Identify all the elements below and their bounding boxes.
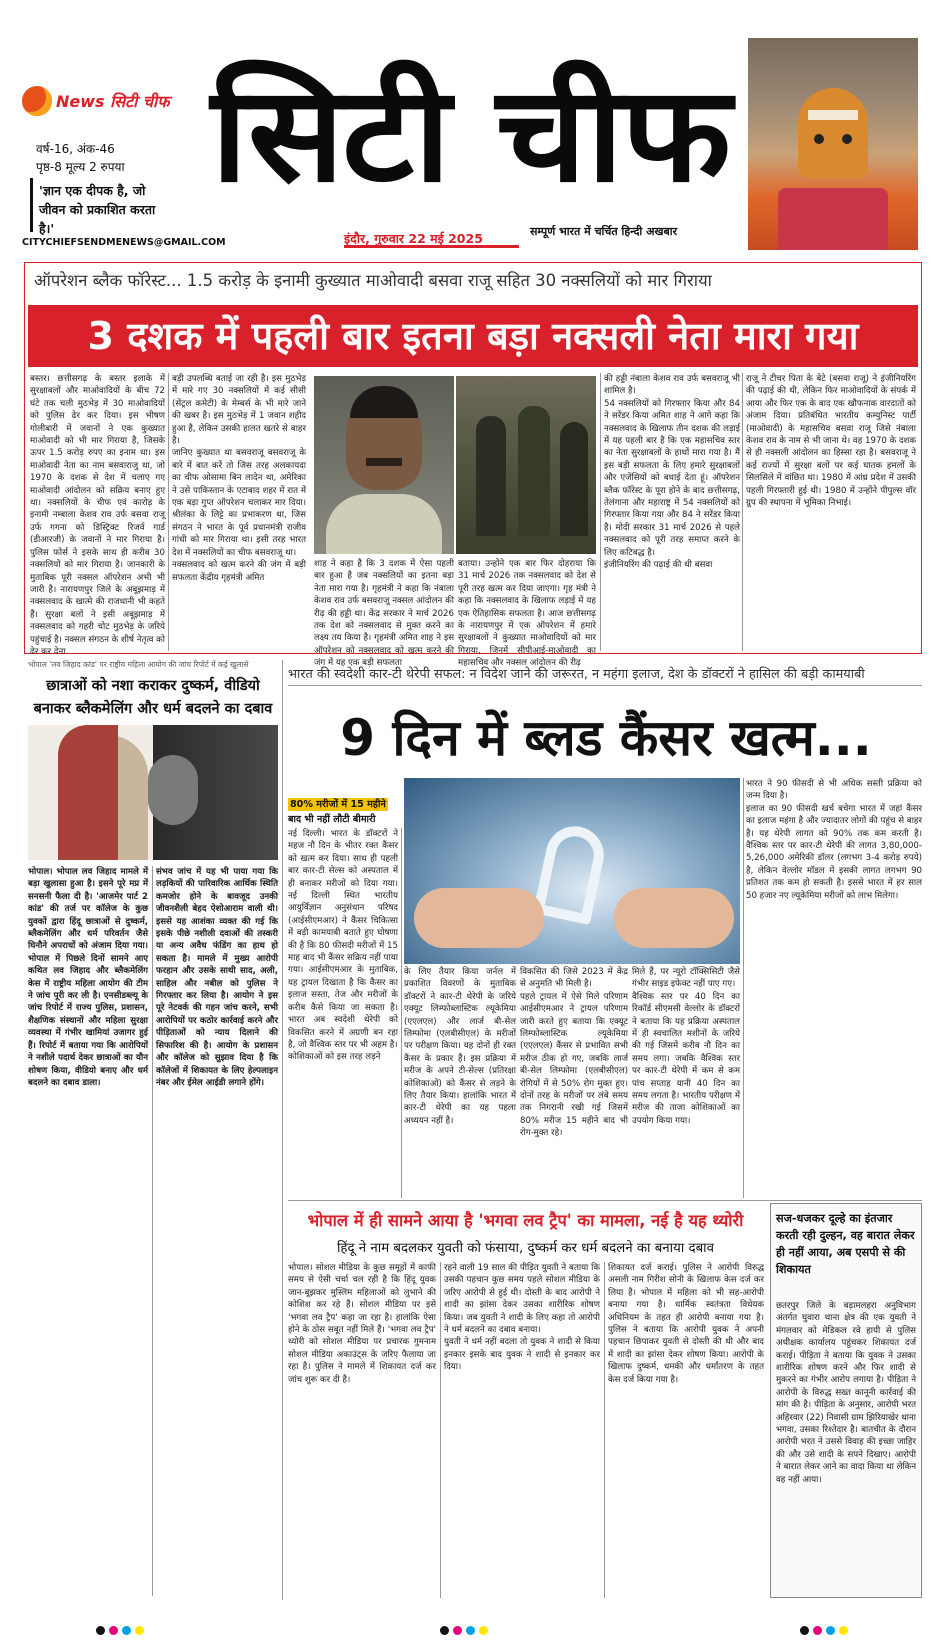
logo-circle-icon [22,86,52,116]
side-col-2: संभव जांच में यह भी पाया गया कि लड़कियों की पारिवारिक आर्थिक स्थिति कमजोर होने के बावजूद उनकी जीवनशैली बेहद ऐशोआराम वाली थी। इससे यह आशंका व्यक्त की गई कि इसके पीछे नशीली दवाओं की तस्करी या अन्य अवैध फंडिंग का हाथ हो सकता है। मामले में मुख्य आरोपी फरहान और उसके साथी साद, अली, साहिल और नबील को पुलिस ने गिरफ्तार कर लिया है। आयोग ने इस पूरे नेटवर्क की गहन जांच करने, सभी आरोपियों पर कठोर कार्रवाई करने और पीड़िताओं को न्याय दिलाने की सिफारिश की है। आयोग के प्रशासन और कॉलेज को सुझाव दिया है कि कॉलेजों में शिकायत के लिए हेल्पलाइन नंबर और ईमेल आईडी लगाने होंगे। [156,867,278,1088]
lead-col-4: बताया। उन्होंने एक बार फिर दोहराया कि 31 मार्च 2026 तक नक्सलवाद को देश से पूरी तरह खत्म कर दिया जाएगा। गृह मंत्री ने कहा कि नक्सलवाद के खिलाफ लड़ाई में यह एक ऐतिहासिक सफलता है। आज छत्तीसगढ़ के नारायणपुर में एक ऑपरेशन में हमारे सुरक्षाबलों ने कुख्यात माओवादियों को मार गिराया, जिनमें सीपीआई-माओवादी का महासचिव और नक्सल आंदोलन की रीढ़ [458,559,596,669]
feature-headline: 9 दिन में ब्लड कैंसर खत्म... [340,709,872,767]
feature-photo-hands [404,778,740,964]
lead-col-1: बस्तर। छत्तीसगढ़ के बस्तर इलाके में सुरक्षाबलों और माओवादियों के बीच 72 घंटे तक चली मुठभेड़ में 30 माओवादियों को पुलिस ढेर कर दिया। इस भीषण गोलीबारी में जवानों ने एक कुख्यात माओवादी को भी मार गिराया है, जिसके ऊपर 1.5 करोड़ रुपए का इनाम था। इस माओवादी नेता का नाम बसवाराजु था, जो 1970 के दशक से देश में चलाए गए माओवादी आंदोलन को सक्रिय बनाए हुए था। नक्सलियों के चीफ एवं कारोड़ के इनामी नम्बाला केशव राव उर्फ बसवा राजू उर्फ गगना को डिस्ट्रिक्ट रिजर्व गार्ड (डीआरजी) के जवानों ने मार गिराया है। पुलिस फोर्स ने इसके साथ ही करीब 30 नक्सलियों को मार गिराया है। जानकारी के मुताबिक पूरी नक्सल ऑपरेशन अभी भी जारी है। नारायणपुर जिले के अबूझमाड़ में नक्सलवाद के खात्मे की राजधानी भी कहते हैं। सुरक्षा बलों ने इसी अबूझमाड़ में नक्सलवाद को गहरी चोट मुठभेड़ के जरिये पहुंचाई है। नक्सल संगठन के शीर्ष नेतृत्व को ढेर कर देना [30,374,165,657]
lead-col-5: की हड्डी नंबाला केशव राव उर्फ बसवराजू भी शामिल है। 54 नक्सलियों को गिरफ्तार किया और 84 ने सरेंडर किया अमित शाह ने आगे कहा कि नक्सलवाद के खिलाफ तीन दशक की लड़ाई में यह पहली बार है कि एक महासचिव स्तर का नेता सुरक्षाबलों के हाथों मारा गया है। मैं इस बड़ी सफलता के लिए हमारे सुरक्षाबलों और एजेंसियों को बधाई देता हूं। ऑपरेशन ब्लैक फॉरेस्ट के पूरा होने के बाद छत्तीसगढ़, तेलंगाना और महाराष्ट्र में 54 नक्सलियों को गिरफ्तार किया गया और 84 ने सरेंडर किया है। मोदी सरकार 31 मार्च 2026 से पहले नक्सलवाद को पूरी तरह समाप्त करने के लिए कटिबद्ध है। इंजीनियरिंग की पढ़ाई की थी बसवा [604,374,740,571]
side-headline: छात्राओं को नशा कराकर दुष्कर्म, वीडियो बनाकर ब्लैकमेलिंग और धर्म बदलने का दबाव [33,678,273,717]
quote-text: 'ज्ञान एक दीपक है, जो जीवन को प्रकाशित करता है।' [39,183,156,236]
feature-col-5: भारत ने 90 फीसदी से भी अधिक सस्ती प्रक्रिया को जन्म दिया है। इलाज का 90 फीसदी खर्च बचेगा भारत में जहां कैंसर का इलाज महंगा है और ज्यादातर लोगों की पहुंच से बाहर है। यह थेरेपी लागत को 90% तक कम करती है। वैश्विक स्तर पर कार-टी थेरेपी की लागत 3,80,000-5,26,000 अमेरिकी डॉलर (लगभग 3-4 करोड़ रुपये) है, लेकिन वेल्लोर मॉडल में इसकी लागत लगभग 90 प्रतिशत तक कम हो सकती है। इससे भारत में हर साल 50 हजार नए ल्यूकेमिया मरीजों को लाभ मिलेगा। [746,779,922,901]
price-info: पृष्ठ-8 मूल्य 2 रुपया [36,160,125,174]
lead-col-6: राजू ने टीचर पिता के बेटे (बसवा राजू) ने इंजीनियरिंग की पढ़ाई की थी, लेकिन फिर माओवादियों के संपर्क में आया और फिर एक के बाद एक खौफनाक वारदातों को अंजाम दिया। प्रतिबंधित भारतीय कम्युनिस्ट पार्टी (माओवादी) के महासचिव बसवा राजू जिसे नंबाला केशव राव के नाम से भी जाना थे। वह 1970 के दशक से ही नक्सली आंदोलन का हिस्सा रहा है। बसवराजू ने कई राज्यों में सुरक्षा बलों पर कई घातक हमलों के सिलसिले में वांछित था। 1980 में आंध्र प्रदेश में उसकी पहली गिरफ्तारी हुई थी। 1980 में उन्होंने पीपुल्स वॉर ग्रुप की स्थापना में भूमिका निभाई। [746,374,916,509]
registration-dots-left [96,1620,148,1639]
tagline: सम्पूर्ण भारत में चर्चित हिन्दी अखबार [530,225,678,238]
feature-col-1: नई दिल्ली। भारत के डॉक्टरों ने महज नौ दिन के भीतर रक्त कैंसर को खत्म कर दिया। साथ ही पहली बार कार-टी सेल्स को अस्पताल में ही बनाकर मरीजों को दिया गया। नई दिल्ली स्थित भारतीय आयुर्विज्ञान अनुसंधान परिषद (आईसीएमआर) ने कैंसर चिकित्सा में बड़ी कामयाबी बताते हुए घोषणा की है कि 80 फीसदी मरीजों में 15 माह बाद भी कैंसर सक्रिय नहीं पाया गया। आईसीएमआर के मुताबिक, यह ट्रायल दिखाता है कि कैंसर का इलाज सस्ता, तेज और मरीजों के करीब कैसे किया जा सकता है। भारत अब स्वदेशी थेरेपी को विकसित करने में अग्रणी बन रहा है, जो वैश्विक स्तर पर भी अहम है। कोशिकाओं को इस तरह लड़ने [288,829,398,1063]
bottom-headline: भोपाल में ही सामने आया है 'भगवा लव ट्रैप' का मामला, नई है यह थ्योरी [307,1211,744,1230]
bottom-col-3: शिकायत दर्ज कराई। पुलिस ने आरोपी विरुद्ध असली नाम गिरीश सोनी के खिलाफ केस दर्ज कर लिया है। भोपाल में महिला को भी सह-आरोपी बनाया गया है। धार्मिक स्वतंत्रता विधेयक अधिनियम के तहत ही आरोपी बनाया गया है। पुलिस ने बताया कि आरोपी युवक ने अपनी पहचान छिपाकर युवती से दोस्ती की थी और बाद में शादी का झांसा देकर शोषण किया। आरोपी के खिलाफ दुष्कर्म, धमकी और धर्मांतरण के तहत केस दर्ज किया गया है। [608,1263,764,1385]
email: CITYCHIEFSENDMENEWS@GMAIL.COM [22,237,226,248]
side-kicker: भोपाल 'लव जिहाद कांड' पर राष्ट्रीय महिला आयोग की जांच रिपोर्ट में कई खुलासे [28,660,249,669]
dateline [344,228,519,248]
dateline-text: इंदौर, गुरुवार 22 मई 2025 [344,231,483,246]
feature-sub-tag-highlight: 80% मरीजों में 15 महीने [290,799,386,810]
lead-headline: 3 दशक में पहली बार इतना बड़ा नक्सली नेता मारा गया [87,314,859,358]
lead-col-3: शाह ने कहा है कि 3 दशक में ऐसा पहली बार हुआ है जब नक्सलियों का इतना बड़ा नेता मारा गया है। गृहमंत्री ने कहा कि नंबाला केशव राव उर्फ बसवराजू नक्सल आंदोलन की रीढ़ की हड्डी था। केंद्र सरकार ने मार्च 2026 तक देश को नक्सलवाद से मुक्त करने का लक्ष्य तय किया है। गृहमंत्री अमित शाह ने इस ऑपरेशन को नक्सलवाद को खत्म करने की जंग में यह एक बड़ी सफलता [314,559,454,669]
registration-dots-center [440,1620,492,1639]
logo [22,86,170,116]
feature-col-2: के लिए तैयार किया जर्नल में प्रकाशित विवरणों के मुताबिक डॉक्टरों ने कार-टी थेरेपी के जरिये एक्यूट लिम्फोब्लास्टिक ल्यूकेमिया (एएलएल) और लार्ज बी-सेल लिम्फोमा (एलबीसीएल) के मरीजों पर परीक्षण किया। यह दोनों ही रक्त कैंसर के प्रकार हैं। इस प्रक्रिया में मरीज के अपने टी-सेल्स (प्रतिरक्षा कोशिकाओं) को कैंसर से लड़ने के लिए तैयार किया। हालांकि भारत में कार-टी थेरेपी का यह पहला अध्ययन नहीं है। [404,967,516,1126]
lead-col-2: बड़ी उपलब्धि बताई जा रही है। इस मुठभेड़ में मारे गए 30 नक्सलियों में कई सीसी (सेंट्रल कमेटी) के मेम्बर्स के भी मारे जाने की खबर है। इस मुठभेड़ में 1 जवान शहीद हुआ है, लेकिन उसकी हालत खतरे से बाहर है। जानिए कुख्यात था बसवराजू बसवराजू के बारे में बात करें तो जिस तरह अलकायदा का चीफ ओसामा बिन लादेन था, अमेरिका ने उसे पाकिस्तान के एटाबाद शहर में रात में एक बड़ा गुप्त ऑपरेशन चलाकर मार दिया। श्रीलंका के लिट्टे का प्रभाकरण था, जिस संगठन ने भारत के पूर्व प्रधानमंत्री राजीव गांधी को मार गिराया था। इसी तरह भारत देश में नक्सलियों का चीफ बसवराजू था। नक्सलवाद को खत्म करने की जंग में बड़ी सफलता केंद्रीय गृहमंत्री अमित [172,374,306,583]
lead-kicker: ऑपरेशन ब्लैक फॉरेस्ट... 1.5 करोड़ के इनामी कुख्यात माओवादी बसवा राजू सहित 30 नक्सलियों को मार गिराया [34,271,712,290]
feature-col-4: मिले हैं, पर न्यूरो टॉक्सिसिटी जैसे गंभीर साइड इफेक्ट नहीं पाए गए। वैश्विक स्तर पर 40 दिन का रिकॉर्ड सीएमसी वेल्लोर के डॉक्टरों ने बताया कि यह प्रक्रिया अस्पताल में ही स्वचालित मशीनों के जरिये की गई जिसमें करीब नौ दिन का समय लगा। जबकि वैश्विक स्तर पर कार-टी थेरेपी में कम से कम पांच सप्ताह यानी 40 दिन का समय लगता है। भारतीय परीक्षण में मरीज की ताजा कोशिकाओं का उपयोग किया गया। [632,967,740,1126]
feature-col-3: विकसित की जिसे 2023 में केंद्र से अनुमति भी मिली है। पहले ट्रायल में ऐसे मिले परिणाम आईसीएमआर ने ट्रायल परिणाम जारी करते हुए बताया कि एक्यूट लिम्फोब्लास्टिक ल्यूकेमिया (एएलएल) कैंसर से प्रभावित सभी मरीज ठीक हो गए, जबकि लार्ज बी-सेल लिम्फोमा (एलबीसीएल) रोगियों में से 50% रोग मुक्त हुए। दोनों तरह के मरीजों पर लंबे समय तक निगरानी रखी गई जिसमें 80% मरीज 15 महीने बाद भी रोग-मुक्त रहे। [520,967,628,1139]
quote-box [30,178,180,236]
feature-kicker: भारत की स्वदेशी कार-टी थेरेपी सफल: न विदेश जाने की जरूरत, न महंगा इलाज, देश के डॉक्टरों ने हासिल की बड़ी कामयाबी [288,667,865,682]
short-body: छतरपुर जिले के बड़ामलहरा अनुविभाग अंतर्गत घुवारा थाना क्षेत्र की एक युवती ने मंगलवार को मेडिकल रवे हायी से पुलिस अधीक्षक कार्यालय पहुंचकर शिकायत दर्ज कराई। पीड़िता ने बताया कि युवक ने उसका शारीरिक शोषण करने और फिर शादी से मुकरने का गंभीर आरोप लगाया है। पीड़िता ने आरोपी के विरुद्ध सख्त कानूनी कार्रवाई की मांग की है। पीड़िता के अनुसार, आरोपी भरत अहिरवार (22) निवासी ग्राम झिरियाखेर थाना भगवा, उसका रिश्तेदार है। बातचीत के दौरान आरोपी भरत ने उससे विवाह की इच्छा जाहिर की और उसे शादी के सपने दिखाए। आरोपी ने बारात लेकर आने का वादा किया था लेकिन वह नहीं आया। [776,1301,916,1485]
feature-sub-rest: बाद भी नहीं लौटी बीमारी [288,814,376,825]
lead-photo-portrait [314,376,454,554]
short-headline: सज-धजकर दूल्हे का इंतजार करती रही दुल्हन, वह बारात लेकर ही नहीं आया, अब एसपी से की शिकायत [776,1212,915,1276]
bottom-col-1: भोपाल। सोशल मीडिया के कुछ समूहों में काफी समय से ऐसी चर्चा चल रही है कि हिंदू युवक जान-बूझकर मुस्लिम महिलाओं को लुभाने की कोशिश कर रहे हैं। सोशल मीडिया पर इसे 'भगवा लव ट्रैप' कहा जा रहा है। हालांकि ऐसा होने के ठोस सबूत नहीं मिले हैं। 'भगवा लव ट्रैप' थ्योरी को सोशल मीडिया पर प्रचारक गुमनाम सोशल मीडिया अकाउंट्स के जरिए फैलाया जा रहा है। पुलिस ने मामले में शिकायत दर्ज कर जांच शुरू कर दी है। [288,1263,436,1385]
logo-text: News सिटी चीफ [56,92,170,111]
side-col-1: भोपाल। भोपाल लव जिहाद मामले में बड़ा खुलासा हुआ है। इसने पूरे मप्र में सनसनी फैला दी है। 'आजमेर पार्ट 2 कांड' की तर्ज पर कॉलेज के कुछ युवकों द्वारा हिंदू छात्राओं से दुष्कर्म, ब्लैकमेलिंग और धर्म परिवर्तन जैसे घिनौने अपराधों को अंजाम दिया गया। भोपाल में पिछले दिनों सामने आए कथित लव जिहाद और ब्लैकमेलिंग केस में राष्ट्रीय महिला आयोग की टीम ने जांच पूरी कर ली है। एनसीडब्ल्यू के जांच रिपोर्ट में राज्य पुलिस, प्रशासन, शैक्षणिक संस्थानों और महिला सुरक्षा व्यवस्था में गंभीर खामियां उजागर हुई हैं। रिपोर्ट में बताया गया कि आरोपियों ने नशीले पदार्थ देकर छात्राओं का यौन शोषण किया, वीडियो बनाए और धर्म बदलने का दबाव डाला। [28,867,148,1088]
volume-info: वर्ष-16, अंक-46 [36,142,115,156]
deity-photo [748,38,918,250]
masthead [0,0,945,265]
bottom-col-2: रहने वाली 19 साल की पीड़ित युवती ने बताया कि उसकी पहचान कुछ समय पहले सोशल मीडिया के जरिए आरोपी से हुई थी। दोस्ती के बाद आरोपी ने शादी का झांसा देकर उसका शारीरिक शोषण किया। जब युवती ने शादी के लिए कहा तो आरोपी ने धर्म बदलने का दबाव बनाया। युवती ने धर्म नहीं बदला तो युवक ने शादी से किया इनकार इसके बाद युवक ने शादी से इनकार कर दिया। [444,1263,600,1373]
lead-headline-bar [28,305,918,367]
masthead-title: सिटी चीफ [210,58,730,212]
side-photo [28,725,278,860]
bottom-subhead: हिंदू ने नाम बदलकर युवती को फंसाया, दुष्कर्म कर धर्म बदलने का बनाया दबाव [336,1241,715,1256]
lead-photo-soldiers [456,376,596,554]
feature-sub-tag [288,792,398,827]
registration-dots-right [800,1620,852,1639]
